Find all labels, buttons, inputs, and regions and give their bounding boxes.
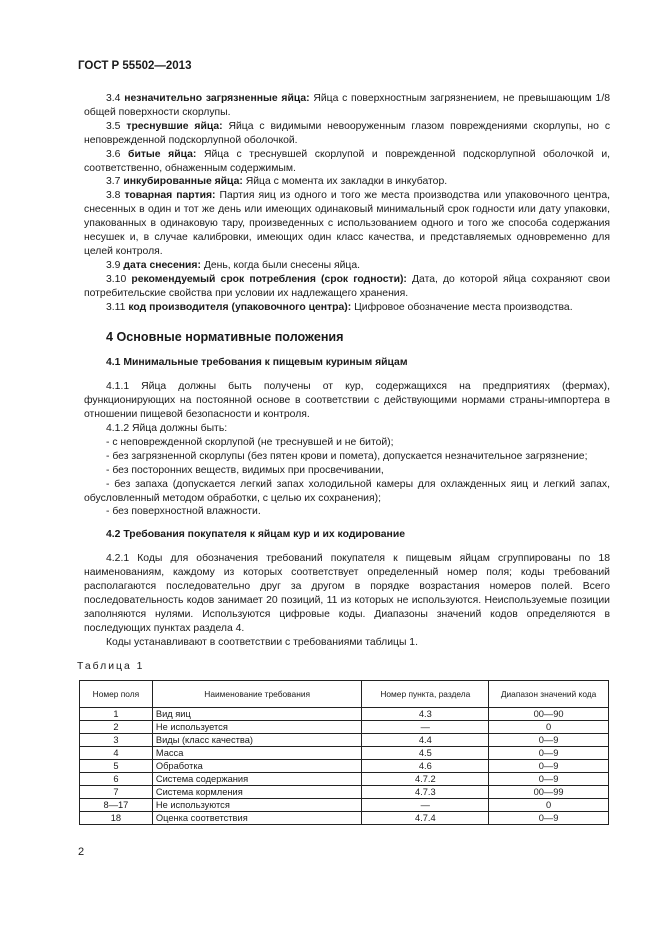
definition-number: 3.8: [106, 190, 121, 202]
definitions-list: [84, 92, 610, 315]
definition-item: [84, 189, 610, 259]
table-cell: 00—99: [489, 785, 609, 798]
table-cell: 0—9: [489, 733, 609, 746]
table-cell: Обработка: [152, 759, 362, 772]
definition-term: незначительно загрязненные яйца:: [124, 93, 310, 104]
definition-number: 3.7: [106, 176, 121, 188]
definition-text: Дата, до которой яйца сохраняют свои потребительские свойства при условии их надлежащего хранения.: [84, 273, 610, 299]
table-row: [80, 720, 609, 733]
table-row: [80, 707, 609, 720]
definition-number: 3.9: [106, 259, 121, 271]
table-cell: 7: [80, 785, 153, 798]
table-row: [80, 733, 609, 746]
table-cell: 4.7.4: [362, 811, 489, 824]
paragraph: Коды устанавливают в соответствии с требованиями таблицы 1.: [106, 636, 418, 648]
subsection-title: 4.2 Требования покупателя к яйцам кур и их кодирование: [106, 529, 405, 541]
definition-text: Партия яиц из одного и того же места производства или упаковочного центра, снесенных в один и тот же день или имеющих одинаковый минимальный срок годности или дату упаковки, упакованных в одинаковую тару, произведенных с использованием одного и того же способа содержания несушек и, в случае калибровки, имеющих один класс качества, и представляемых одновременно для целей контроля.: [84, 190, 610, 257]
table-cell: 5: [80, 759, 153, 772]
page-number: 2: [78, 846, 85, 858]
table-row: [80, 772, 609, 785]
table-cell: 0—9: [489, 772, 609, 785]
table-cell: —: [362, 720, 489, 733]
definition-number: 3.5: [106, 120, 121, 132]
table-cell: Оценка соответствия: [152, 811, 362, 824]
table-cell: Не используется: [152, 720, 362, 733]
table-cell: 4.4: [362, 733, 489, 746]
table-cell: 4.7.2: [362, 772, 489, 785]
definition-text: День, когда были снесены яйца.: [203, 259, 361, 271]
definition-term: код производителя (упаковочного центра):: [128, 301, 352, 313]
table-header-cell: Диапазон значений кода: [489, 680, 609, 707]
table-cell: Виды (класс качества): [152, 733, 362, 746]
table-cell: 4: [80, 746, 153, 759]
table-row: [80, 798, 609, 811]
list-item: - без загрязненной скорлупы (без пятен крови и помета), допускается незначительное загрязнение;: [106, 450, 588, 462]
definition-item: [84, 273, 610, 301]
definition-text: Яйца с треснувшей скорлупой и поврежденной подскорлупной оболочкой и, соответственно, обнаженным содержимым.: [84, 148, 611, 174]
table-cell: 3: [80, 733, 153, 746]
list-item: - без поверхностной влажности.: [106, 506, 261, 518]
paragraph: 4.1.1 Яйца должны быть получены от кур, содержащихся на предприятиях (фермах), функционирующих на постоянной основе в соответствии с действующими нормами страны-импортера в отношении пищевой безопасности и контроля.: [84, 381, 610, 421]
definition-item: [84, 175, 610, 189]
definition-number: 3.6: [106, 148, 121, 160]
definition-term: битые яйца:: [128, 148, 197, 160]
table-cell: 0: [489, 798, 609, 811]
table-cell: 00—90: [489, 707, 609, 720]
table-cell: 0—9: [489, 811, 609, 824]
table-row: [80, 811, 609, 824]
table-row: [80, 785, 609, 798]
definition-item: [84, 148, 610, 176]
definition-text: Яйца с видимыми невооруженным глазом повреждениями скорлупы, но с неповрежденной подскорлупной оболочкой.: [84, 120, 611, 146]
table-caption: Таблица 1: [77, 660, 145, 672]
table-cell: 6: [80, 772, 153, 785]
definition-item: [84, 120, 610, 148]
table-cell: Не используются: [152, 798, 362, 811]
table-cell: 18: [80, 811, 153, 824]
table-cell: 4.6: [362, 759, 489, 772]
table-cell: Система кормления: [152, 785, 362, 798]
definition-number: 3.4: [106, 93, 121, 104]
definition-term: дата снесения:: [123, 259, 201, 271]
requirements-list: [84, 436, 610, 519]
definition-term: товарная партия:: [124, 190, 216, 202]
table-cell: Масса: [152, 746, 362, 759]
definition-item: [84, 259, 610, 273]
list-item: - без запаха (допускается легкий запах холодильной камеры для охлажденных яиц и легкий запах, обусловленный методом обработки, с целью их сохранения);: [84, 478, 610, 504]
table-cell: —: [362, 798, 489, 811]
definition-item: [84, 301, 610, 315]
table-cell: 4.3: [362, 707, 489, 720]
table-header-cell: Наименование требования: [152, 680, 362, 707]
definition-text: Яйца с момента их закладки в инкубатор.: [245, 176, 448, 188]
section-title: 4 Основные нормативные положения: [106, 329, 344, 344]
definition-item: [84, 92, 610, 120]
subsection-title: 4.1 Минимальные требования к пищевым куриным яйцам: [106, 357, 408, 369]
definition-term: инкубированные яйца:: [123, 176, 243, 188]
table-cell: 0—9: [489, 759, 609, 772]
table-row: [80, 746, 609, 759]
table-cell: 0—9: [489, 746, 609, 759]
table-cell: Вид яиц: [152, 707, 362, 720]
table-header-cell: Номер поля: [80, 680, 153, 707]
codes-table: [79, 680, 609, 825]
definition-term: рекомендуемый срок потребления (срок годности):: [131, 273, 407, 285]
list-item: - без посторонних веществ, видимых при просвечивании,: [106, 464, 384, 476]
document-body: [77, 92, 611, 825]
definition-text: Яйца с поверхностным загрязнением, не превышающим 1/8 общей поверхности скорлупы.: [84, 93, 610, 118]
definition-number: 3.10: [106, 273, 127, 285]
table-cell: 4.5: [362, 746, 489, 759]
table-cell: 2: [80, 720, 153, 733]
document-header: ГОСТ Р 55502—2013: [78, 60, 192, 72]
table-cell: Система содержания: [152, 772, 362, 785]
table-row: [80, 759, 609, 772]
table-header-cell: Номер пункта, раздела: [362, 680, 489, 707]
paragraph: 4.2.1 Коды для обозначения требований покупателя к пищевым яйцам сгруппированы по 18 наименованиям, каждому из которых соответствует определенный номер поля; коды требований располагаются последовательно друг за другом в порядке возрастания номеров полей. Всего последовательность кодов занимает 20 позиций, 11 из которых не используются. Неиспользуемые позиции заполняются нулями. Используются цифровые коды. Диапазоны значений кодов определяются в последующих пунктах раздела 4.: [84, 553, 610, 634]
definition-number: 3.11: [106, 301, 126, 313]
paragraph: 4.1.2 Яйца должны быть:: [106, 423, 228, 435]
table-cell: 0: [489, 720, 609, 733]
table-cell: 8—17: [80, 798, 153, 811]
table-cell: 1: [80, 707, 153, 720]
table-cell: 4.7.3: [362, 785, 489, 798]
definition-text: Цифровое обозначение места производства.: [354, 301, 573, 313]
list-item: - с неповрежденной скорлупой (не треснувшей и не битой);: [106, 436, 394, 448]
definition-term: треснувшие яйца:: [126, 120, 223, 132]
